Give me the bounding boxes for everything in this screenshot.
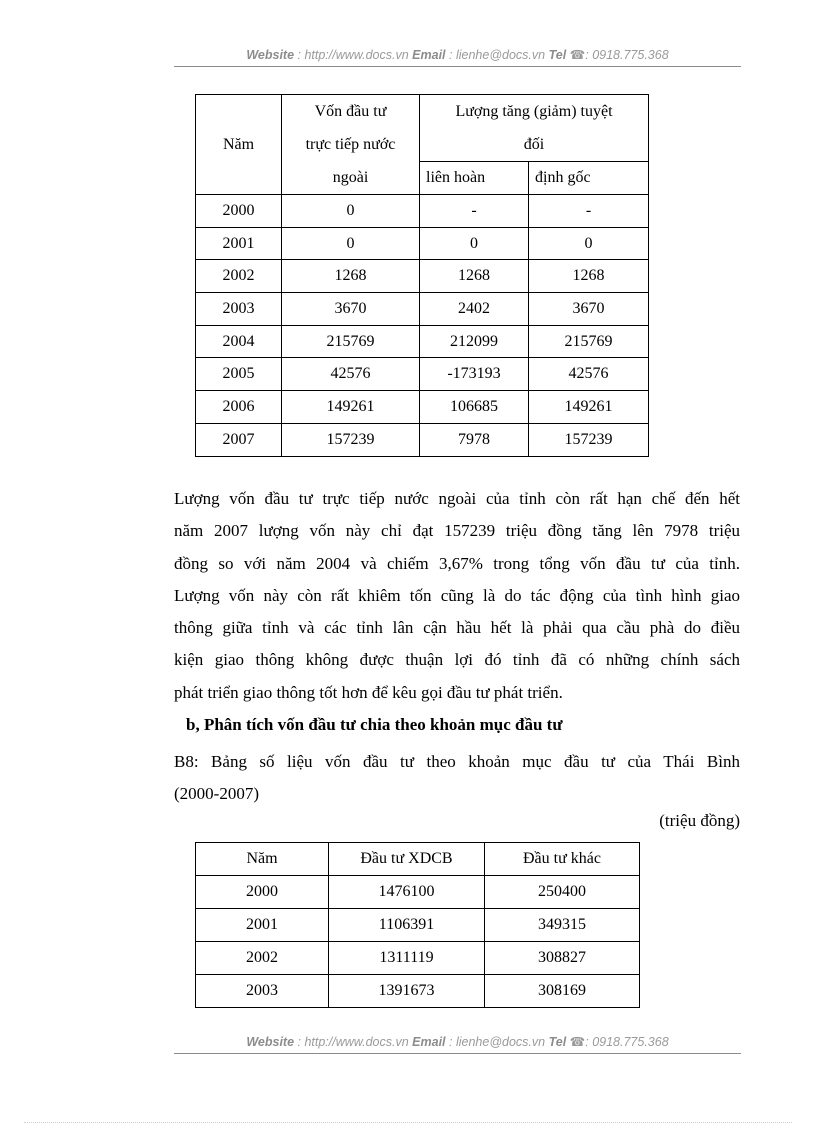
header-rule — [174, 66, 741, 67]
header-tel-label: Tel — [548, 48, 567, 62]
header-website-value[interactable]: : http://www.docs.vn — [297, 48, 409, 62]
table-row: 2000 1476100 250400 — [196, 876, 640, 909]
investment-category-table — [195, 842, 640, 1008]
header-website-label: Website — [246, 48, 295, 62]
table-row: 2003 1391673 308169 — [196, 975, 640, 1008]
table-row: 2002 1268 1268 1268 — [196, 260, 649, 293]
phone-icon: ☎ — [569, 48, 586, 62]
body-paragraph: Lượng vốn đầu tư trực tiếp nước ngoài của tỉnh còn rất hạn chế đến hết năm 2007 lượng vốn này chỉ đạt 157239 triệu đồng tăng lên 7978 triệu đồng so với năm 2004 và chiếm 3,67% trong tổng vốn đầu tư của tỉnh. Lượng vốn này còn rất khiêm tốn cũng là do tác động của tình hình giao thông giữa tỉnh và các tỉnh lân cận hầu hết là phải qua cầu phà do điều kiện giao thông không được thuận lợi đó tỉnh đã có những chính sách phát triển giao thông tốt hơn để kêu gọi đầu tư phát triển. — [174, 489, 740, 702]
fdi-table-header-fdi: Vốn đầu tư trực tiếp nước ngoài — [282, 95, 420, 195]
fdi-table-header-base: định gốc — [529, 162, 649, 195]
table-row: 2003 3670 2402 3670 — [196, 293, 649, 326]
table-row: 2002 1311119 308827 — [196, 942, 640, 975]
header-email-value[interactable]: : lienhe@docs.vn — [449, 48, 546, 62]
table-row: 2001 0 0 0 — [196, 227, 649, 260]
fdi-table-header-change: Lượng tăng (giảm) tuyệt đối — [420, 95, 649, 162]
footer-tel-value: : 0918.775.368 — [585, 1035, 669, 1049]
table-header-row: Năm Đầu tư XDCB Đầu tư khác — [196, 843, 640, 876]
table-row: 2007 157239 7978 157239 — [196, 423, 649, 456]
phone-icon: ☎ — [569, 1035, 586, 1049]
fdi-table — [195, 94, 649, 457]
footer-website-label: Website — [246, 1035, 295, 1049]
unit-label: (triệu đồng) — [659, 811, 740, 830]
page-header — [174, 47, 741, 62]
footer-website-value[interactable]: : http://www.docs.vn — [297, 1035, 409, 1049]
header-email-label: Email — [412, 48, 446, 62]
table-caption: B8: Bảng số liệu vốn đầu tư theo khoản mục đầu tư của Thái Bình (2000-2007) — [174, 752, 740, 803]
footer-email-value[interactable]: : lienhe@docs.vn — [449, 1035, 546, 1049]
fdi-table-header-chain: liên hoàn — [420, 162, 529, 195]
table-row: 2001 1106391 349315 — [196, 909, 640, 942]
table-row: 2006 149261 106685 149261 — [196, 391, 649, 424]
table-row: 2005 42576 -173193 42576 — [196, 358, 649, 391]
table-row: 2004 215769 212099 215769 — [196, 325, 649, 358]
table-row: 2000 0 - - — [196, 195, 649, 228]
header-tel-value: : 0918.775.368 — [585, 48, 669, 62]
footer-rule — [174, 1053, 741, 1054]
section-heading: b, Phân tích vốn đầu tư chia theo khoản mục đầu tư — [186, 715, 563, 734]
footer-email-label: Email — [412, 1035, 446, 1049]
footer-tel-label: Tel — [548, 1035, 567, 1049]
fdi-table-header-year: Năm — [196, 95, 282, 195]
page-footer — [174, 1034, 741, 1049]
